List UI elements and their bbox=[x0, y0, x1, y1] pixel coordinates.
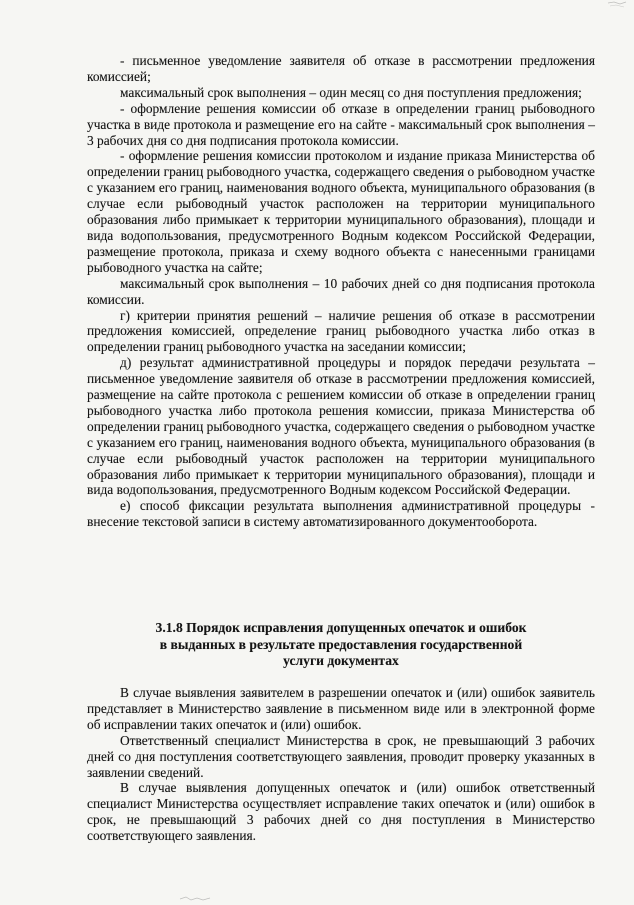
scan-artifact-bottom bbox=[178, 893, 212, 903]
paragraph-fixation: е) способ фиксации результата выполнения административной процедуры - внесение текстовой записи в систему автоматизированного документооборота. bbox=[87, 498, 595, 530]
section-heading bbox=[87, 620, 595, 670]
paragraph-error-detection: В случае выявления заявителем в разрешении опечаток и (или) ошибок заявитель представляет в Министерство заявление в письменном виде или в электронной форме об исправлении таких опечаток и (или) ошибок. bbox=[87, 685, 595, 732]
heading-line-2: в выданных в результате предоставления государственной bbox=[159, 636, 523, 652]
paragraph-verification: Ответственный специалист Министерства в срок, не превышающий 3 рабочих дней со дня поступления соответствующего заявления, проводит проверку указанных в заявлении сведений. bbox=[87, 732, 595, 780]
body-text-top bbox=[87, 53, 595, 530]
paragraph-criteria: г) критерии принятия решений – наличие решения об отказе в рассмотрении предложения комиссией, определение границ рыбоводного участка либо отказ в определении границ рыбоводного участка на заседании комиссии; bbox=[87, 307, 595, 355]
paragraph-protocol-order: - оформление решения комиссии протоколом и издание приказа Министерства об определении границ рыбоводного участка, содержащего сведения о рыбоводном участке с указанием его границ, наименования водного объекта, муниципального образования (в случае если рыбоводный участок расположен на территории муниципального образования либо примыкает к территории муниципального образования), площади и вида водопользования, предусмотренного Водным кодексом Российской Федерации, размещение протокола, приказа и схему водного объекта с нанесенными границами рыбоводного участка на сайте; bbox=[87, 148, 595, 275]
paragraph-correction: В случае выявления допущенных опечаток и (или) ошибок ответственный специалист Министерства осуществляет исправление таких опечаток и (или) ошибок в срок, не превышающий 3 рабочих дней со дня поступления в Министерство соответствующего заявления. bbox=[87, 780, 595, 844]
paragraph-refusal-protocol: - оформление решения комиссии об отказе в определении границ рыбоводного участка в виде протокола и размещение его на сайте - максимальный срок выполнения – 3 рабочих дня со дня подписания протокола комиссии. bbox=[87, 100, 595, 148]
paragraph-notification: - письменное уведомление заявителя об отказе в рассмотрении предложения комиссией; bbox=[87, 53, 595, 84]
heading-line-1: 3.1.8 Порядок исправления допущенных опечаток и ошибок bbox=[155, 620, 527, 635]
paragraph-max-term-month: максимальный срок выполнения – один месяц со дня поступления предложения; bbox=[120, 84, 582, 100]
body-text-bottom bbox=[87, 685, 595, 844]
paragraph-result: д) результат административной процедуры и порядок передачи результата – письменное уведомление заявителя об отказе в рассмотрении предложения комиссией, размещение на сайте протокола с решением комиссии об отказе в определении границ рыбоводного участка либо протокола решения комиссии, приказа Министерства об определении границ рыбоводного участка, содержащего сведения о рыбоводном участке с указанием его границ, наименования водного объекта, муниципального образования (в случае если рыбоводный участок расположен на территории муниципального образования либо примыкает к территории муниципального образования), площади и вида водопользования, предусмотренного Водным кодексом Российской Федерации. bbox=[87, 355, 595, 498]
scan-artifact-top bbox=[606, 0, 628, 10]
heading-line-3: услуги документах bbox=[283, 653, 399, 668]
paragraph-max-term-10-days: максимальный срок выполнения – 10 рабочих дней со дня подписания протокола комиссии. bbox=[87, 275, 595, 307]
